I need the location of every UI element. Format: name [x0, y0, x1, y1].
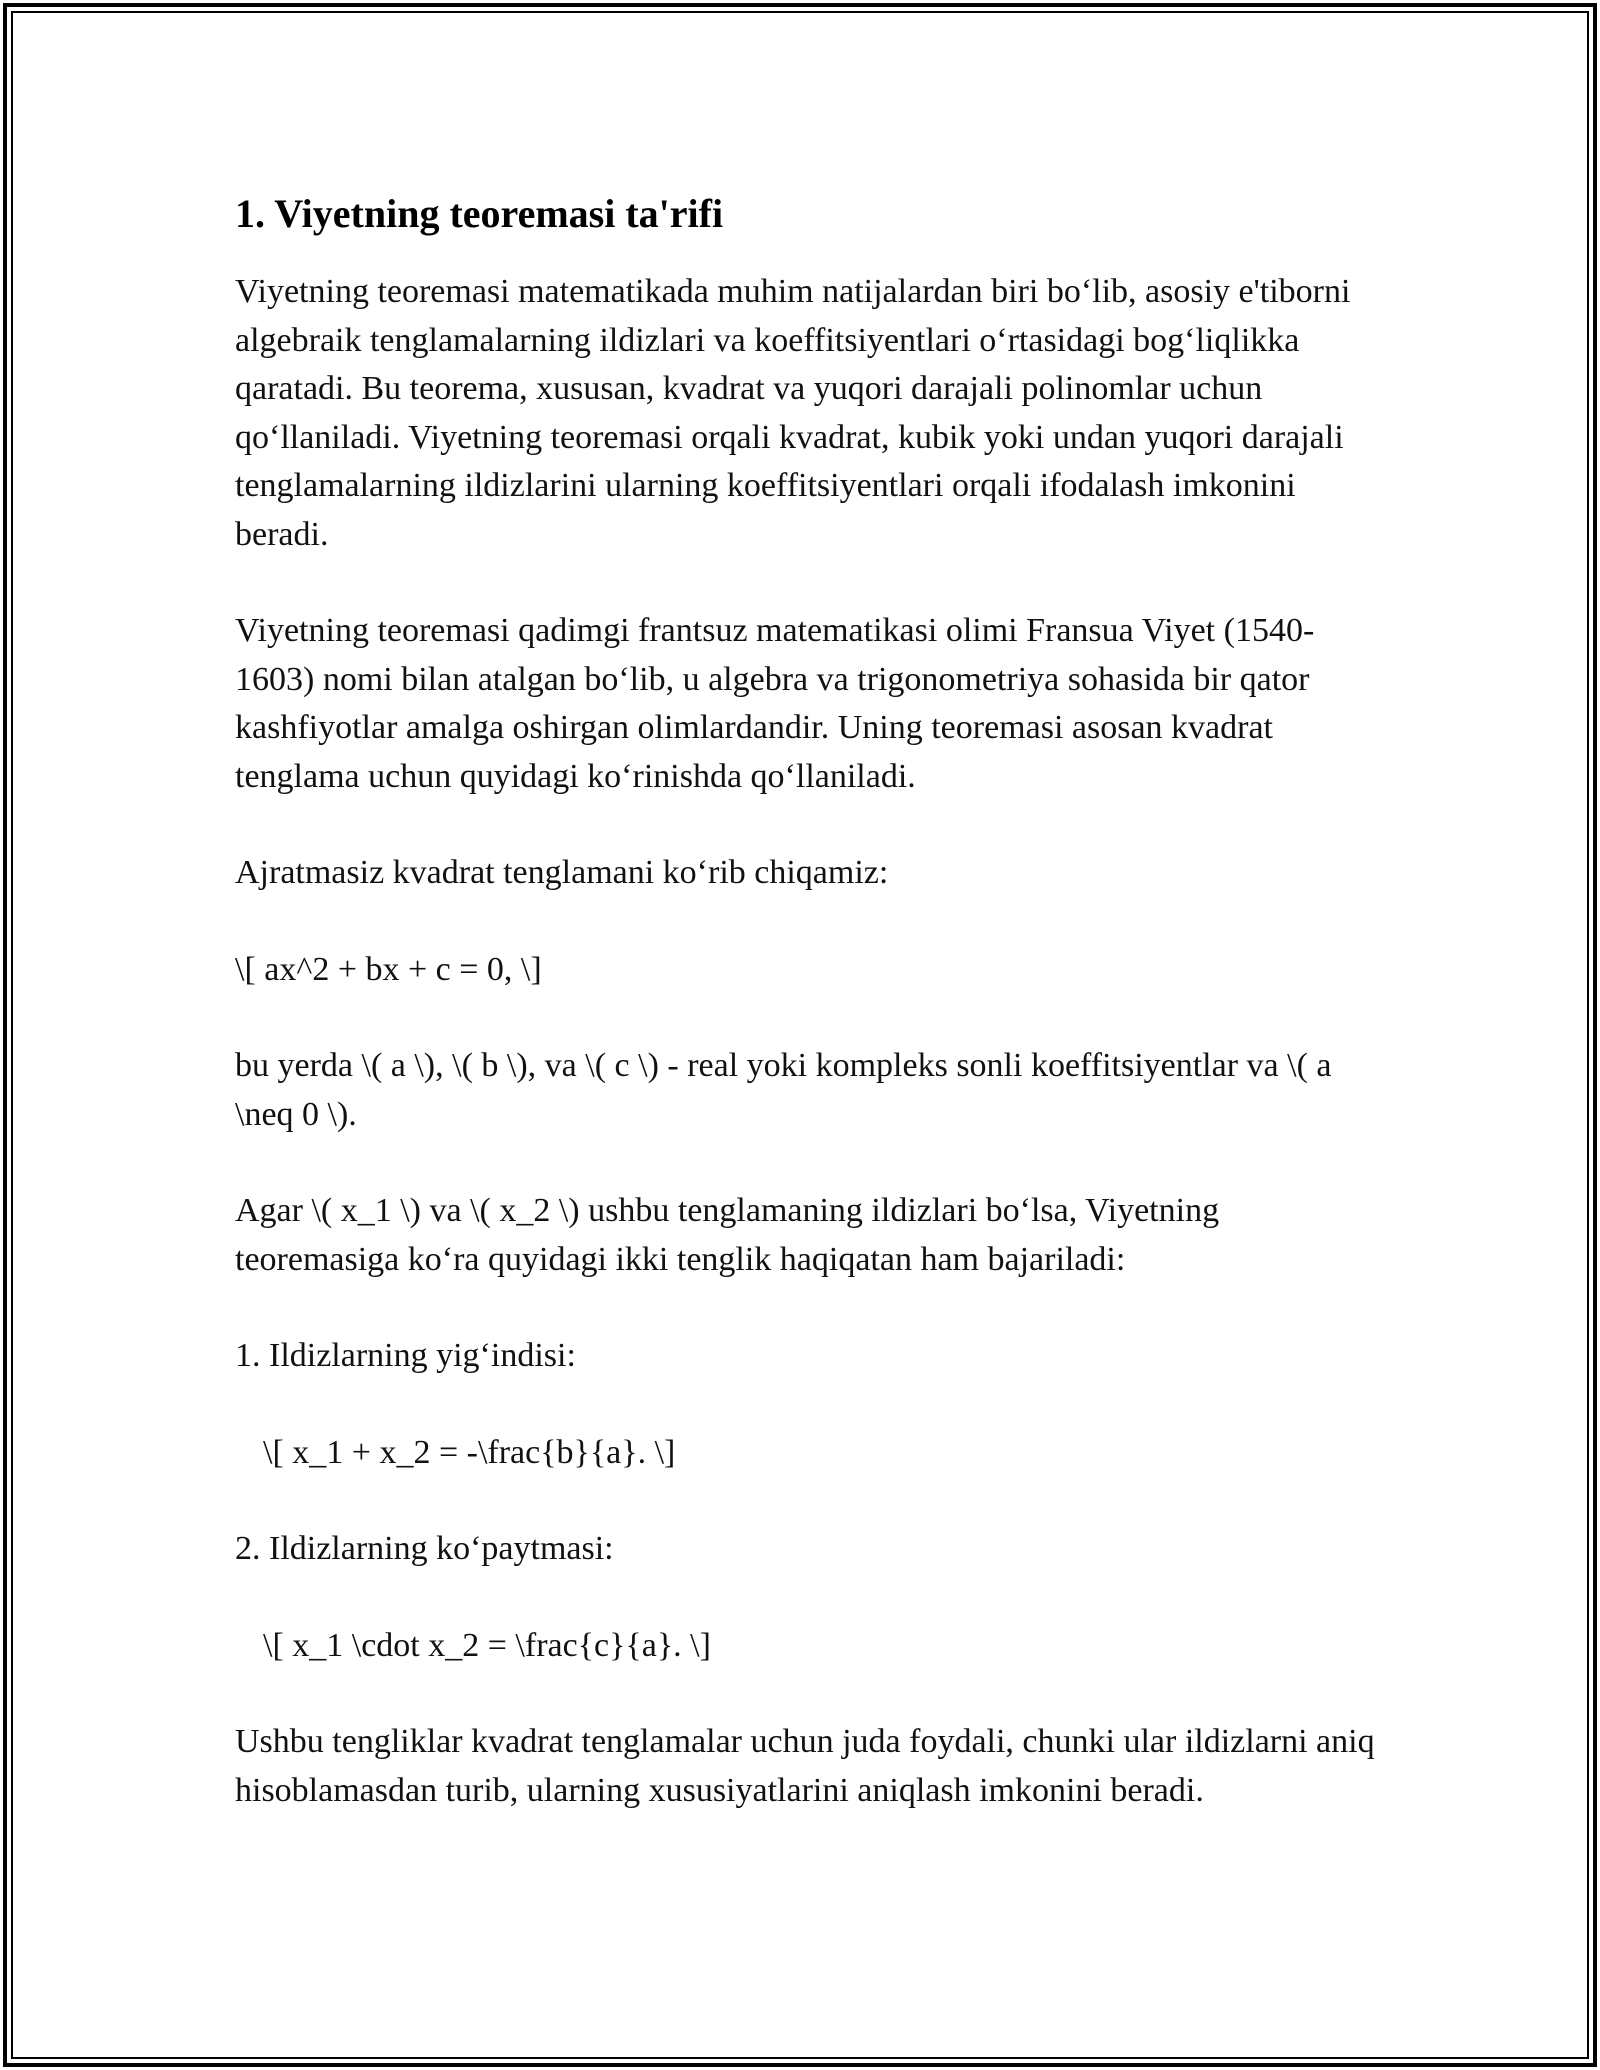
coefficients-note: bu yerda \( a \), \( b \), va \( c \) - real yoki kompleks sonli koeffitsiyentlar va \( a \neq 0 \).	[235, 1047, 1332, 1133]
intro-paragraph: Viyetning teoremasi matematikada muhim natijalardan biri bo‘lib, asosiy e'tiborni algebraik tenglamalarning ildizlari va koeffitsiyentlari o‘rtasidagi bog‘liqlikka qaratadi. Bu teorema, xususan, kvadrat va yuqori darajali polinomlar uchun qo‘llaniladi. Viyetning teoremasi orqali kvadrat, kubik yoki undan yuqori darajali tenglamalarning ildizlarini ularning koeffitsiyentlari orqali ifodalash imkonini beradi.	[235, 273, 1351, 553]
section-heading: 1. Viyetning teoremasi ta'rifi	[235, 191, 724, 236]
sum-of-roots-label: 1. Ildizlarning yig‘indisi:	[235, 1337, 576, 1374]
equation-intro: Ajratmasiz kvadrat tenglamani ko‘rib chiqamiz:	[235, 854, 889, 891]
document-body	[235, 186, 1375, 1863]
sum-of-roots-formula: \[ x_1 + x_2 = -\frac{b}{a}. \]	[263, 1433, 676, 1471]
product-of-roots-formula: \[ x_1 \cdot x_2 = \frac{c}{a}. \]	[263, 1626, 711, 1664]
quadratic-equation: \[ ax^2 + bx + c = 0, \]	[235, 950, 542, 988]
product-of-roots-label: 2. Ildizlarning ko‘paytmasi:	[235, 1530, 614, 1567]
roots-statement: Agar \( x_1 \) va \( x_2 \) ushbu tenglamaning ildizlari bo‘lsa, Viyetning teoremasiga ko‘ra quyidagi ikki tenglik haqiqatan ham bajariladi:	[235, 1192, 1220, 1278]
history-paragraph: Viyetning teoremasi qadimgi frantsuz matematikasi olimi Fransua Viyet (1540-1603) nomi bilan atalgan bo‘lib, u algebra va trigonometriya sohasida bir qator kashfiyotlar amalga oshirgan olimlardandir. Uning teoremasi asosan kvadrat tenglama uchun quyidagi ko‘rinishda qo‘llaniladi.	[235, 612, 1315, 795]
conclusion-paragraph: Ushbu tengliklar kvadrat tenglamalar uchun juda foydali, chunki ular ildizlarni aniq hisoblamasdan turib, ularning xususiyatlarini aniqlash imkonini beradi.	[235, 1723, 1375, 1809]
